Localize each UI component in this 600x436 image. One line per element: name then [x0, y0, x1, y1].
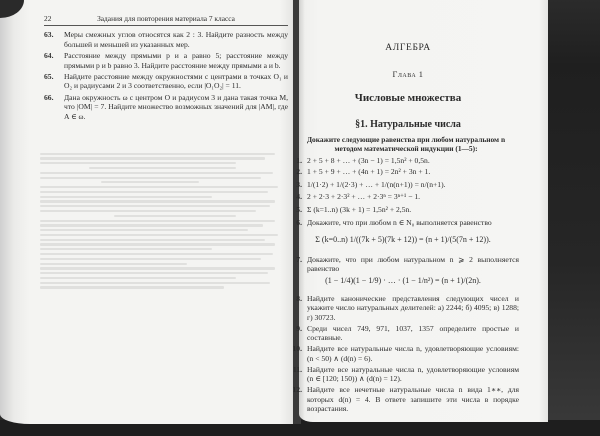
problem-number: 8. [296, 293, 302, 303]
problem-number: 11. [292, 364, 302, 374]
problem-number: 64. [44, 51, 54, 61]
page-number: 22 [44, 14, 52, 23]
section-title: §1. Натуральные числа [355, 119, 461, 131]
instruction-text: Докажите следующие равенства при любом натуральном n методом математической индукции (1—5): [306, 134, 506, 153]
problem-number: 9. [296, 324, 302, 334]
problem-number: 65. [44, 72, 54, 82]
problem-item [44, 30, 288, 49]
problem-number: 1. [296, 155, 302, 165]
problem-text: Найдите все нечетные натуральные числа n вида 1∗∗, для которых d(n) = 4. В ответе запишите эти числа в порядке возрастания. [307, 385, 519, 414]
problem-number: 7. [296, 254, 302, 264]
problem-item [44, 93, 288, 121]
problem-text: Меры смежных углов относятся как 2 : 3. Найдите разность между большей и меньшей из указанных мер. [64, 30, 288, 49]
problem-item [287, 178, 519, 191]
problem-number: 2. [296, 166, 302, 176]
problem-item [287, 167, 519, 176]
problem-item [44, 51, 288, 70]
background-surface [548, 0, 600, 436]
problem-item [287, 324, 519, 343]
right-page-content [287, 43, 519, 415]
problem-item [287, 203, 519, 216]
running-title: Задания для повторения материала 7 класса [97, 14, 235, 23]
problem-item [44, 72, 288, 91]
problem-number: 5. [296, 205, 302, 215]
problem-text: Среди чисел 749, 971, 1037, 1357 определите простые и составные. [307, 324, 519, 343]
problem-number: 66. [44, 92, 54, 102]
problem-item [287, 344, 519, 363]
problem-item [287, 294, 519, 322]
problem-text: Докажите, что при любом n ∈ N₀ выполняется равенство [307, 217, 492, 227]
problem-text: Найдите все натуральные числа n, удовлетворяющие условиям: (n < 50) ∧ (d(n) = 6). [307, 344, 519, 363]
part-title: АЛГЕБРА [385, 42, 431, 53]
problem-text: 1/(1·2) + 1/(2·3) + … + 1/(n(n+1)) = n/(n+1). [307, 179, 446, 189]
problem-number: 3. [296, 179, 302, 189]
problem-text: 2 + 5 + 8 + … + (3n − 1) = 1,5n² + 0,5n. [307, 155, 430, 165]
problem-text: Расстояние между прямыми p и a равно 5; расстояние между прямыми p и b равно 3. Найдите расстояние между прямыми a и b. [64, 51, 288, 70]
problem-number: 10. [292, 344, 302, 354]
problem-text: Найдите все натуральные числа n, удовлетворяющие условиям (n ∈ [120; 150)) ∧ (d(n) = 12). [307, 364, 519, 384]
problem-item [287, 365, 519, 384]
running-header [44, 14, 288, 26]
chapter-title: Числовые множества [354, 91, 462, 104]
problem-item [287, 385, 519, 413]
problem-item [287, 192, 519, 201]
problem-number: 12. [292, 385, 302, 395]
problem-text: Σ (k=1..n) (3k + 1) = 1,5n² + 2,5n. [307, 205, 412, 215]
problem-text: Дана окружность ω с центром O и радиусом 3 и дана такая точка M, что |OM| = 7. Найдите множество возможных значений для |AM|, где A ∈ ω. [64, 92, 288, 121]
problem-number: 4. [296, 192, 302, 202]
problem-text: Найдите канонические представления следующих чисел и укажите число натуральных делителей: а) 2244; б) 4095; в) 1288; г) 30723. [307, 293, 519, 322]
problem-text: Докажите, что при любом натуральном n ⩾ 2 выполняется равенство [307, 254, 519, 274]
problem-text: Найдите расстояние между окружностями с центрами в точках O₁ и O₂ и радиусами 2 и 3 соответственно, если |O₁O₂| = 11. [64, 72, 288, 91]
problem-text: 1 + 5 + 9 + … + (4n + 1) = 2n² + 3n + 1. [307, 166, 431, 176]
left-page-content [44, 14, 288, 123]
formula: Σ (k=0..n) 1/((7k + 5)(7k + 12)) = (n + 1)/(5(7n + 12)). [315, 235, 491, 245]
problem-item [287, 218, 519, 227]
problem-number: 63. [44, 30, 54, 40]
problem-item [287, 255, 519, 274]
problem-item [287, 156, 519, 165]
chapter-label: Глава 1 [392, 70, 424, 80]
bleed-through-text [40, 150, 285, 291]
formula: (1 − 1/4)(1 − 1/9) · … · (1 − 1/n²) = (n + 1)/(2n). [325, 276, 481, 286]
problem-number: 6. [296, 217, 302, 227]
problem-text: 2 + 2·3 + 2·3² + … + 2·3ⁿ = 3ⁿ⁺¹ − 1. [307, 192, 421, 202]
